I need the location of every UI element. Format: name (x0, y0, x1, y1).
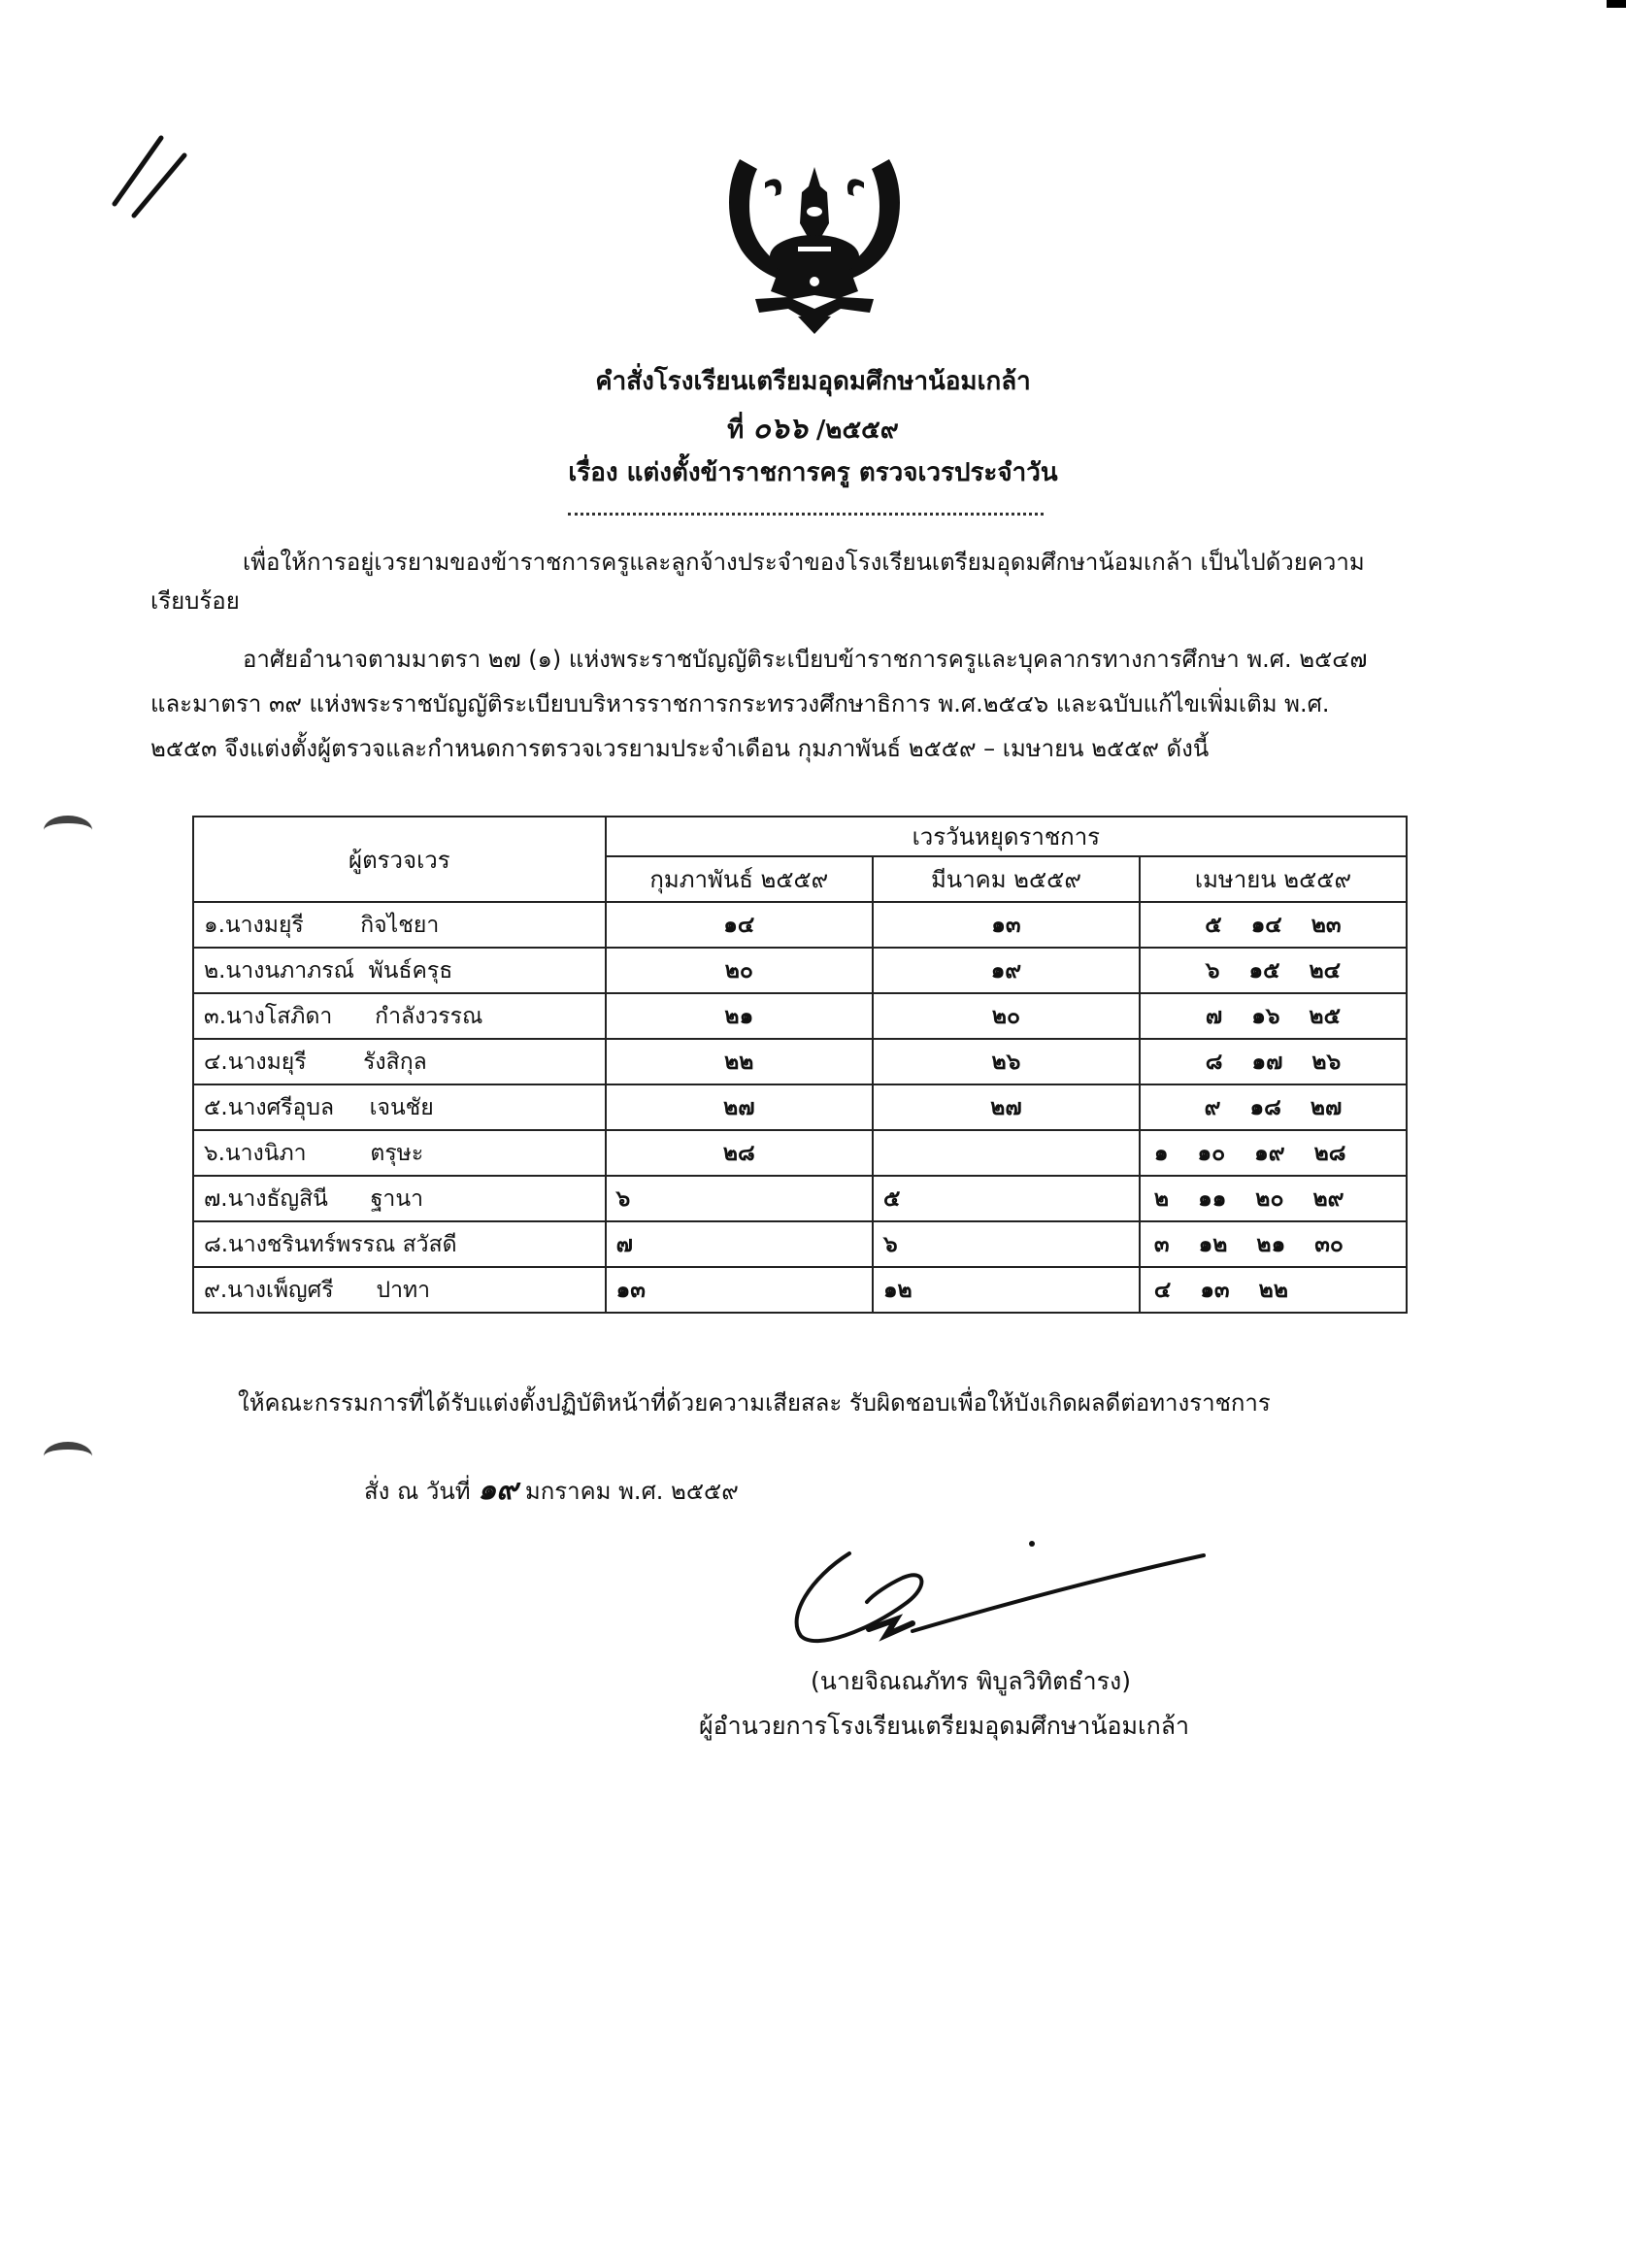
header-month-apr: เมษายน ๒๕๕๙ (1140, 856, 1407, 902)
mar-dates: ๑๓ (873, 902, 1140, 948)
mar-dates (873, 1130, 1140, 1176)
mar-dates: ๒๖ (873, 1039, 1140, 1084)
punch-hole-mark-top (44, 816, 92, 845)
order-number-handwritten: ๐๖๖ (752, 412, 808, 446)
feb-dates: ๒๒ (606, 1039, 873, 1084)
apr-dates: ๔ ๑๓ ๒๒ (1140, 1267, 1407, 1313)
feb-dates: ๑๔ (606, 902, 873, 948)
feb-dates: ๒๘ (606, 1130, 873, 1176)
title-divider (568, 513, 1044, 516)
feb-dates: ๖ (606, 1176, 873, 1221)
inspector-name: ๓.นางโสภิดา กำลังวรรณ (193, 993, 606, 1039)
inspector-name: ๑.นางมยุรี กิจไชยา (193, 902, 606, 948)
inspector-name: ๔.นางมยุรี รังสิกุล (193, 1039, 606, 1084)
table-row (193, 1130, 1407, 1176)
header-month-feb: กุมภาพันธ์ ๒๕๕๙ (606, 856, 873, 902)
inspector-name: ๗.นางธัญสินี ฐานา (193, 1176, 606, 1221)
mar-dates: ๑๙ (873, 948, 1140, 993)
feb-dates: ๒๐ (606, 948, 873, 993)
date-day-handwritten: ๑๙ (478, 1473, 518, 1507)
table-row (193, 1176, 1407, 1221)
order-date (364, 1468, 739, 1514)
inspector-name: ๒.นางนภาภรณ์ พันธ์ครุธ (193, 948, 606, 993)
apr-dates: ๘ ๑๗ ๒๖ (1140, 1039, 1407, 1084)
feb-dates: ๑๓ (606, 1267, 873, 1313)
paragraph-1-line-1: เพื่อให้การอยู่เวรยามของข้าราชการครูและลูกจ้างประจำของโรงเรียนเตรียมอุดมศึกษาน้อมเกล้า เป็นไปด้วยความ (243, 549, 1365, 576)
mar-dates: ๖ (873, 1221, 1140, 1267)
table-row (193, 1039, 1407, 1084)
mar-dates: ๕ (873, 1176, 1140, 1221)
feb-dates: ๒๑ (606, 993, 873, 1039)
paragraph-2-line-3: ๒๕๕๓ จึงแต่งตั้งผู้ตรวจและกำหนดการตรวจเวรยามประจำเดือน กุมภาพันธ์ ๒๕๕๙ – เมษายน ๒๕๕๙ ดังนี้ (150, 735, 1210, 762)
order-number (0, 406, 1626, 451)
apr-dates: ๓ ๑๒ ๒๑ ๓๐ (1140, 1221, 1407, 1267)
table-row (193, 1084, 1407, 1130)
mar-dates: ๒๐ (873, 993, 1140, 1039)
scan-corner-mark (1607, 0, 1626, 8)
table-header-row-1 (193, 817, 1407, 856)
header-holiday-duty: เวรวันหยุดราชการ (606, 817, 1407, 856)
order-title: คำสั่งโรงเรียนเตรียมอุดมศึกษาน้อมเกล้า (595, 367, 1031, 396)
garuda-emblem-icon (720, 153, 909, 334)
closing-instruction: ให้คณะกรรมการที่ได้รับแต่งตั้งปฏิบัติหน้าที่ด้วยความเสียสละ รับผิดชอบเพื่อให้บังเกิดผลดีต่อทางราชการ (238, 1389, 1271, 1417)
duty-schedule-table (192, 816, 1408, 1314)
handwritten-slash-mark (97, 126, 204, 223)
inspector-name: ๖.นางนิภา ตรุษะ (193, 1130, 606, 1176)
table-row (193, 902, 1407, 948)
apr-dates: ๒ ๑๑ ๒๐ ๒๙ (1140, 1176, 1407, 1221)
date-suffix: มกราคม พ.ศ. ๒๕๕๙ (524, 1478, 739, 1505)
apr-dates: ๑ ๑๐ ๑๙ ๒๘ (1140, 1130, 1407, 1176)
apr-dates: ๗ ๑๖ ๒๕ (1140, 993, 1407, 1039)
paragraph-2-line-1: อาศัยอำนาจตามมาตรา ๒๗ (๑) แห่งพระราชบัญญัติระเบียบข้าราชการครูและบุคลากรทางการศึกษา พ.ศ. ๒๕๔๗ (243, 646, 1368, 673)
paragraph-1-line-2: เรียบร้อย (150, 587, 240, 615)
table-row (193, 1221, 1407, 1267)
apr-dates: ๕ ๑๔ ๒๓ (1140, 902, 1407, 948)
table-row (193, 993, 1407, 1039)
signature-scribble (781, 1534, 1218, 1660)
punch-hole-mark-bottom (44, 1442, 92, 1471)
order-number-prefix: ที่ (727, 416, 745, 445)
apr-dates: ๖ ๑๕ ๒๔ (1140, 948, 1407, 993)
signer-title: ผู้อำนวยการโรงเรียนเตรียมอุดมศึกษาน้อมเกล้า (699, 1712, 1190, 1740)
order-subject: เรื่อง แต่งตั้งข้าราชการครู ตรวจเวรประจำวัน (568, 458, 1058, 487)
feb-dates: ๒๗ (606, 1084, 873, 1130)
mar-dates: ๑๒ (873, 1267, 1140, 1313)
signer-name: (นายจิณณภัทร พิบูลวิทิตธำรง) (810, 1667, 1131, 1695)
header-inspector: ผู้ตรวจเวร (193, 817, 606, 902)
order-number-year: /๒๕๕๙ (815, 416, 899, 445)
apr-dates: ๙ ๑๘ ๒๗ (1140, 1084, 1407, 1130)
paragraph-2-line-2: และมาตรา ๓๙ แห่งพระราชบัญญัติระเบียบบริหารราชการกระทรวงศึกษาธิการ พ.ศ.๒๕๔๖ และฉบับแก้ไขเพิ่มเติม พ.ศ. (150, 690, 1330, 717)
date-prefix: สั่ง ณ วันที่ (364, 1478, 471, 1505)
header-month-mar: มีนาคม ๒๕๕๙ (873, 856, 1140, 902)
table-row (193, 948, 1407, 993)
inspector-name: ๘.นางชรินทร์พรรณ สวัสดี (193, 1221, 606, 1267)
mar-dates: ๒๗ (873, 1084, 1140, 1130)
feb-dates: ๗ (606, 1221, 873, 1267)
inspector-name: ๙.นางเพ็ญศรี ปาทา (193, 1267, 606, 1313)
table-row (193, 1267, 1407, 1313)
inspector-name: ๕.นางศรีอุบล เจนชัย (193, 1084, 606, 1130)
